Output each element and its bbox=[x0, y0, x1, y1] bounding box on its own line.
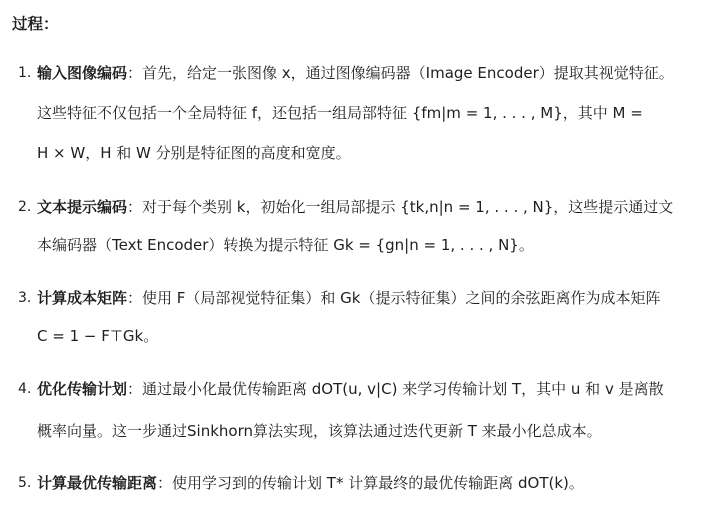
step-title: 计算成本矩阵 bbox=[37, 289, 128, 307]
step-number: 5. bbox=[18, 475, 32, 491]
step-line: H × W，H 和 W 分别是特征图的高度和宽度。 bbox=[37, 144, 351, 162]
step-line: 这些特征不仅包括一个全局特征 f，还包括一组局部特征 {fm|m = 1, . . . , M}，其中 M = bbox=[37, 104, 643, 122]
step-title: 文本提示编码 bbox=[37, 198, 128, 216]
section-heading: 过程： bbox=[12, 15, 59, 33]
step-number: 1. bbox=[18, 65, 32, 81]
step-text: ：通过最小化最优传输距离 dOT(u, v|C) 来学习传输计划 T，其中 u 和 v 是离散 bbox=[127, 380, 664, 398]
step-text: ：首先，给定一张图像 x，通过图像编码器（Image Encoder）提取其视觉特征。 bbox=[127, 64, 674, 82]
step-title: 优化传输计划 bbox=[37, 380, 128, 398]
step-line bbox=[37, 374, 664, 404]
step-number: 2. bbox=[18, 199, 32, 215]
step-number: 4. bbox=[18, 381, 32, 397]
step-number: 3. bbox=[18, 290, 32, 306]
step-line: C = 1 − F⊤Gk。 bbox=[37, 327, 159, 345]
step-line bbox=[37, 58, 674, 88]
step-text: ：对于每个类别 k，初始化一组局部提示 {tk,n|n = 1, . . . , N}，这些提示通过文 bbox=[127, 198, 674, 216]
step-line bbox=[37, 192, 673, 222]
step-title: 计算最优传输距离 bbox=[37, 474, 158, 492]
step-text: ：使用学习到的传输计划 T* 计算最终的最优传输距离 dOT(k)。 bbox=[157, 474, 584, 492]
step-line: 本编码器（Text Encoder）转换为提示特征 Gk = {gn|n = 1, . . . , N}。 bbox=[37, 236, 534, 254]
step-text: ：使用 F（局部视觉特征集）和 Gk（提示特征集）之间的余弦距离作为成本矩阵 bbox=[127, 289, 661, 307]
step-title: 输入图像编码 bbox=[37, 64, 128, 82]
step-line bbox=[37, 468, 584, 498]
step-line: 概率向量。这一步通过Sinkhorn算法实现，该算法通过迭代更新 T 来最小化总成本。 bbox=[37, 422, 602, 440]
step-line bbox=[37, 283, 661, 313]
